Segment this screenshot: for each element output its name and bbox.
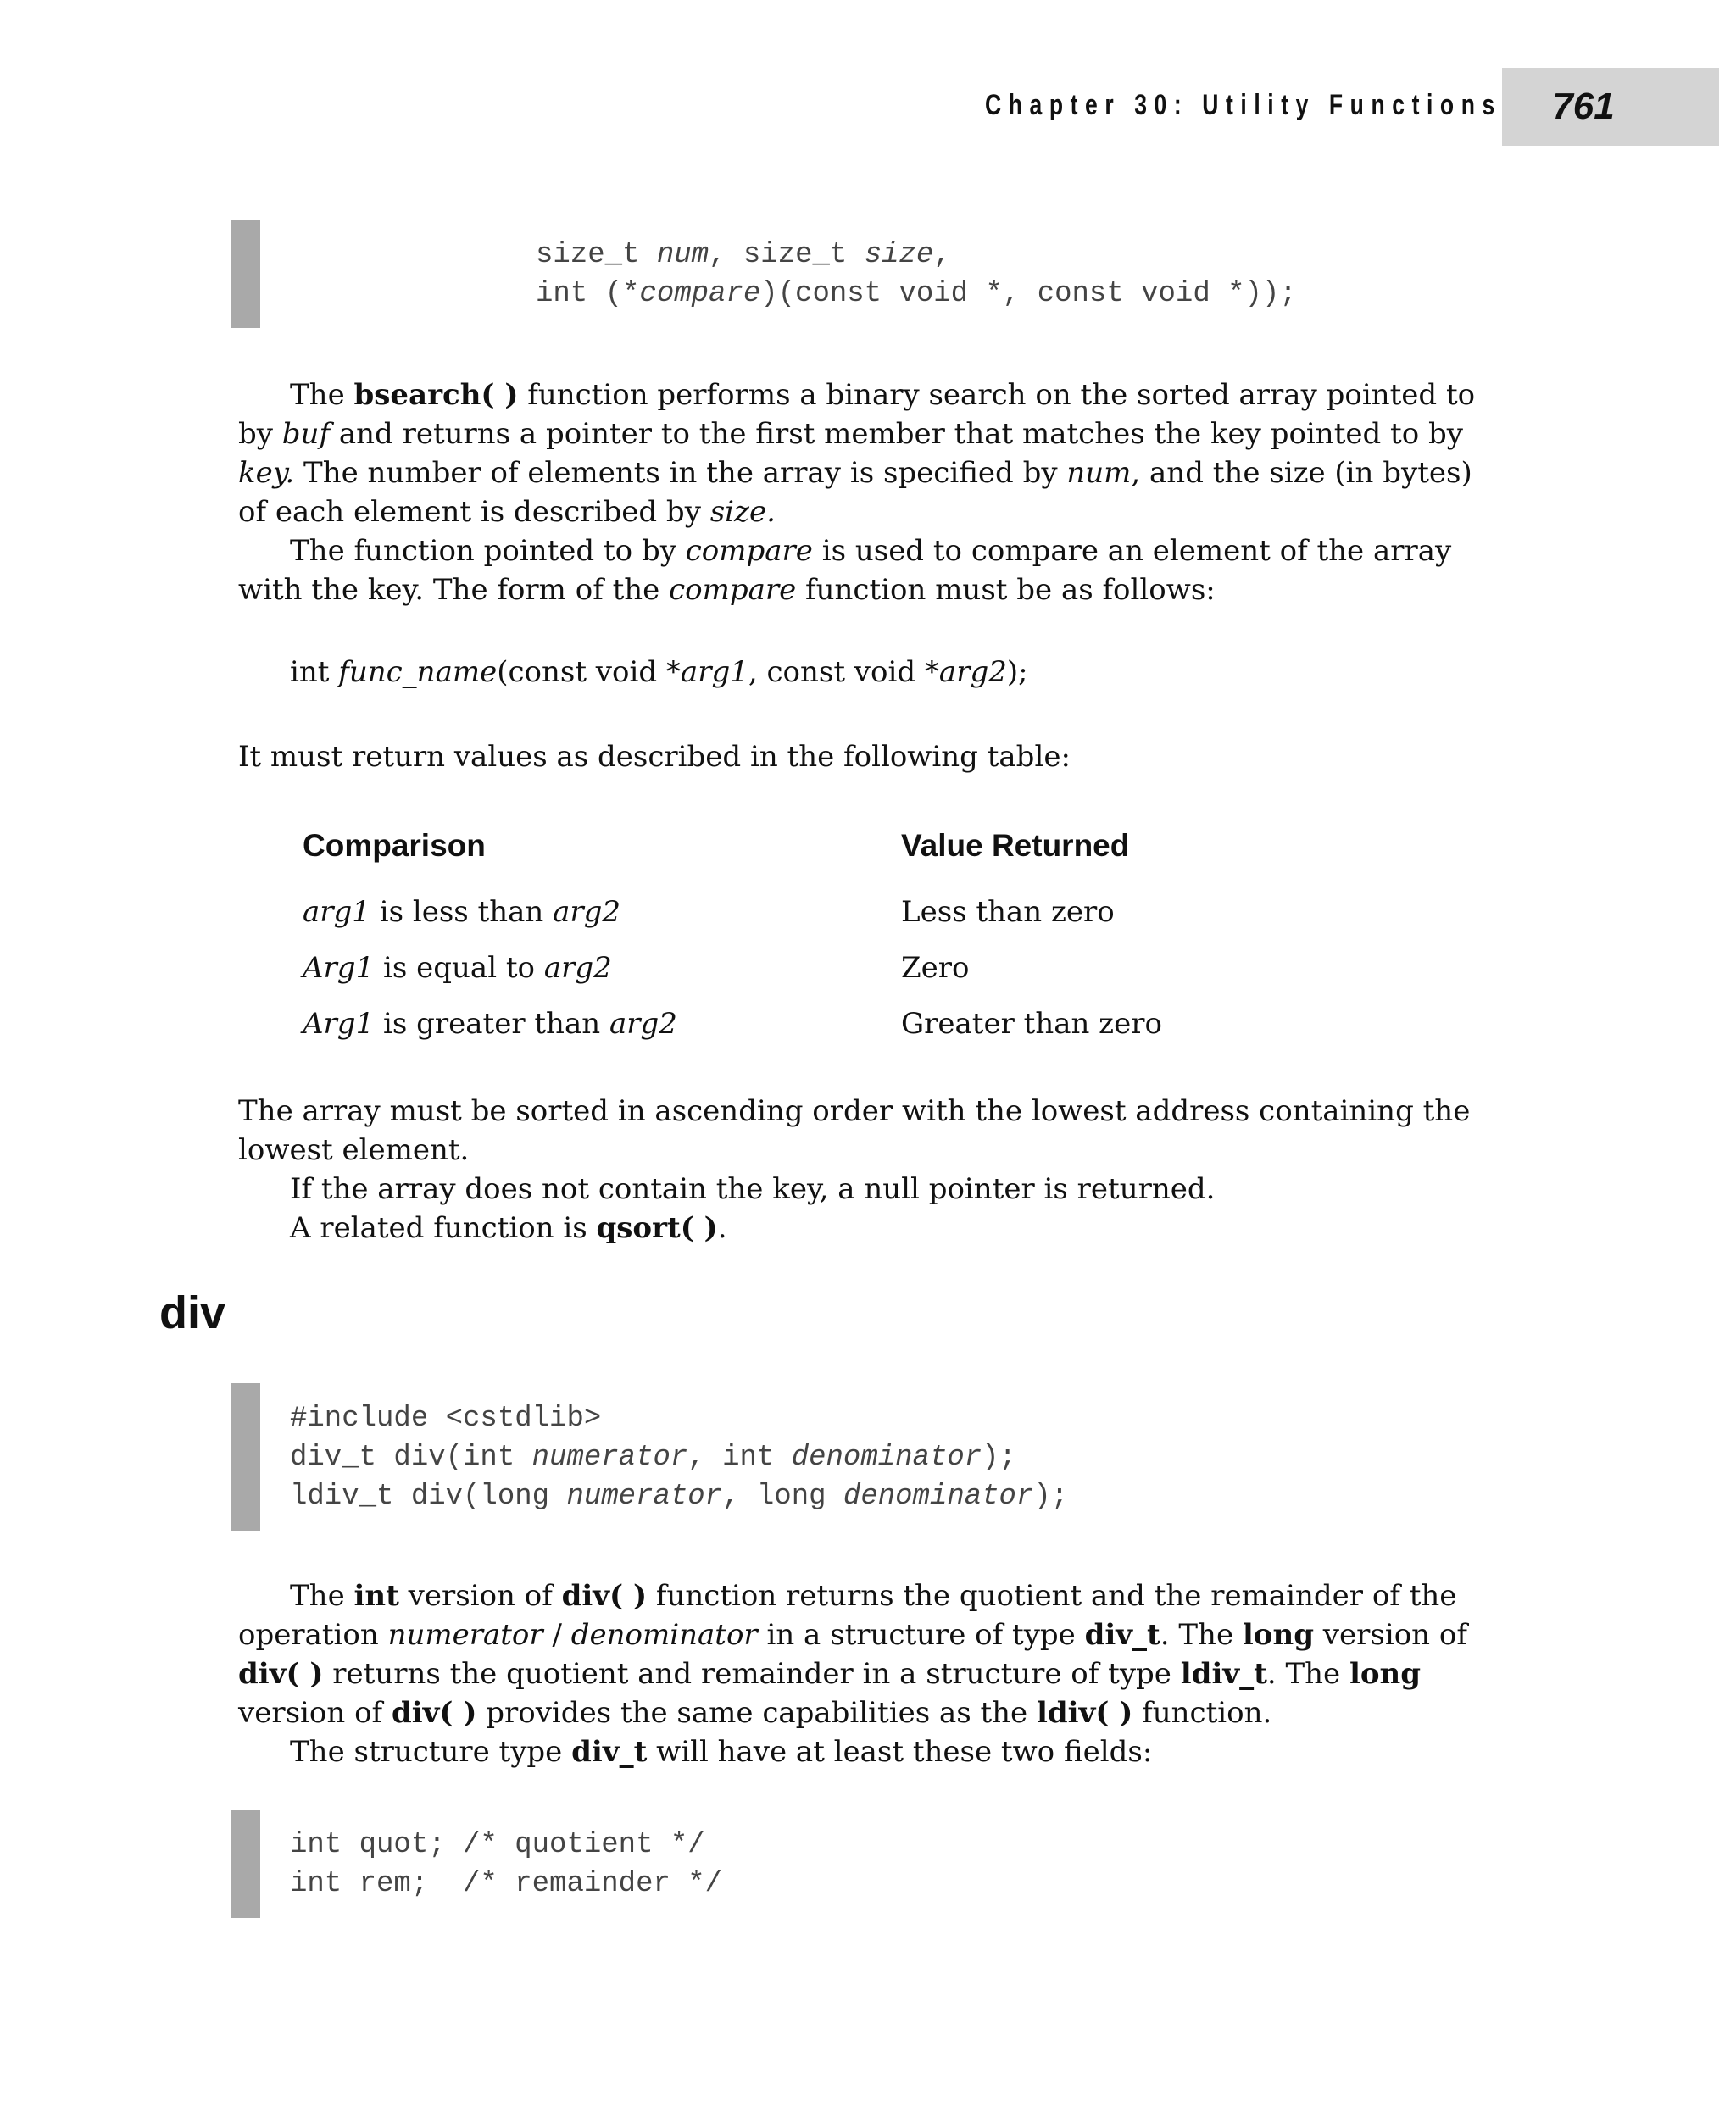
code-line: #include <cstdlib> bbox=[290, 1403, 602, 1435]
code-bar bbox=[231, 1810, 260, 1918]
table-cell-comparison: Arg1 is greater than arg2 bbox=[303, 1007, 677, 1041]
div-fields-block bbox=[231, 1810, 1333, 1918]
bsearch-description bbox=[238, 375, 1493, 609]
table-cell-comparison: Arg1 is equal to arg2 bbox=[303, 951, 612, 985]
bsearch-prototype-block bbox=[231, 220, 1333, 328]
bsearch-notes: The array must be sorted in ascending order with the lowest address containing the lowest element. If the array does not contain the key, a null pointer is returned. A related function is qsort( ). bbox=[238, 1094, 1471, 1245]
table-intro: It must return values as described in the following table: bbox=[238, 740, 1071, 774]
code-line: int quot; /* quotient */ bbox=[290, 1829, 705, 1861]
section-heading-div: div bbox=[159, 1287, 226, 1338]
div-prototype-block bbox=[231, 1383, 1333, 1531]
table-cell-value: Zero bbox=[901, 951, 970, 985]
page-number-tab bbox=[1502, 68, 1719, 146]
running-head: Chapter 30: Utility Functions bbox=[985, 89, 1502, 121]
paragraph: The bsearch( ) function performs a binary search on the sorted array pointed to by buf and returns a pointer to the first member that matches the key pointed to by key. The number of elements in the array is specified by num, and the size (in bytes) of each element is described by size. bbox=[238, 378, 1476, 529]
code-line: size_t num, size_t size, bbox=[536, 239, 951, 271]
table-cell-comparison: arg1 is less than arg2 bbox=[303, 895, 621, 929]
table-header-value-returned: Value Returned bbox=[901, 828, 1130, 863]
code-line: div_t div(int numerator, int denominator); bbox=[290, 1442, 1016, 1474]
code-line: ldiv_t div(long numerator, long denominator); bbox=[290, 1481, 1069, 1513]
table-cell-value: Greater than zero bbox=[901, 1007, 1162, 1041]
code-bar bbox=[231, 1383, 260, 1531]
table-header-comparison: Comparison bbox=[303, 828, 486, 863]
paragraph: The function pointed to by compare is used to compare an element of the array with the key. The form of the compare function must be as follows: bbox=[238, 534, 1452, 607]
paragraph: The int version of div( ) function returns the quotient and the remainder of the operation numerator / denominator in a structure of type div_t. The long version of div( ) returns the quotient and remainder in a structure of type ldiv_t. The long version of div( ) provides the same capabilities as the ldiv( ) function. bbox=[238, 1579, 1467, 1730]
paragraph: The structure type div_t will have at least these two fields: bbox=[290, 1735, 1153, 1769]
page-number: 761 bbox=[1552, 86, 1615, 127]
code-bar bbox=[231, 220, 260, 328]
code-line: int (*compare)(const void *, const void *)); bbox=[536, 278, 1297, 310]
code-line: int rem; /* remainder */ bbox=[290, 1868, 723, 1900]
div-description bbox=[238, 1576, 1493, 1771]
compare-form: int func_name(const void *arg1, const void *arg2); bbox=[290, 655, 1028, 689]
table-cell-value: Less than zero bbox=[901, 895, 1115, 929]
